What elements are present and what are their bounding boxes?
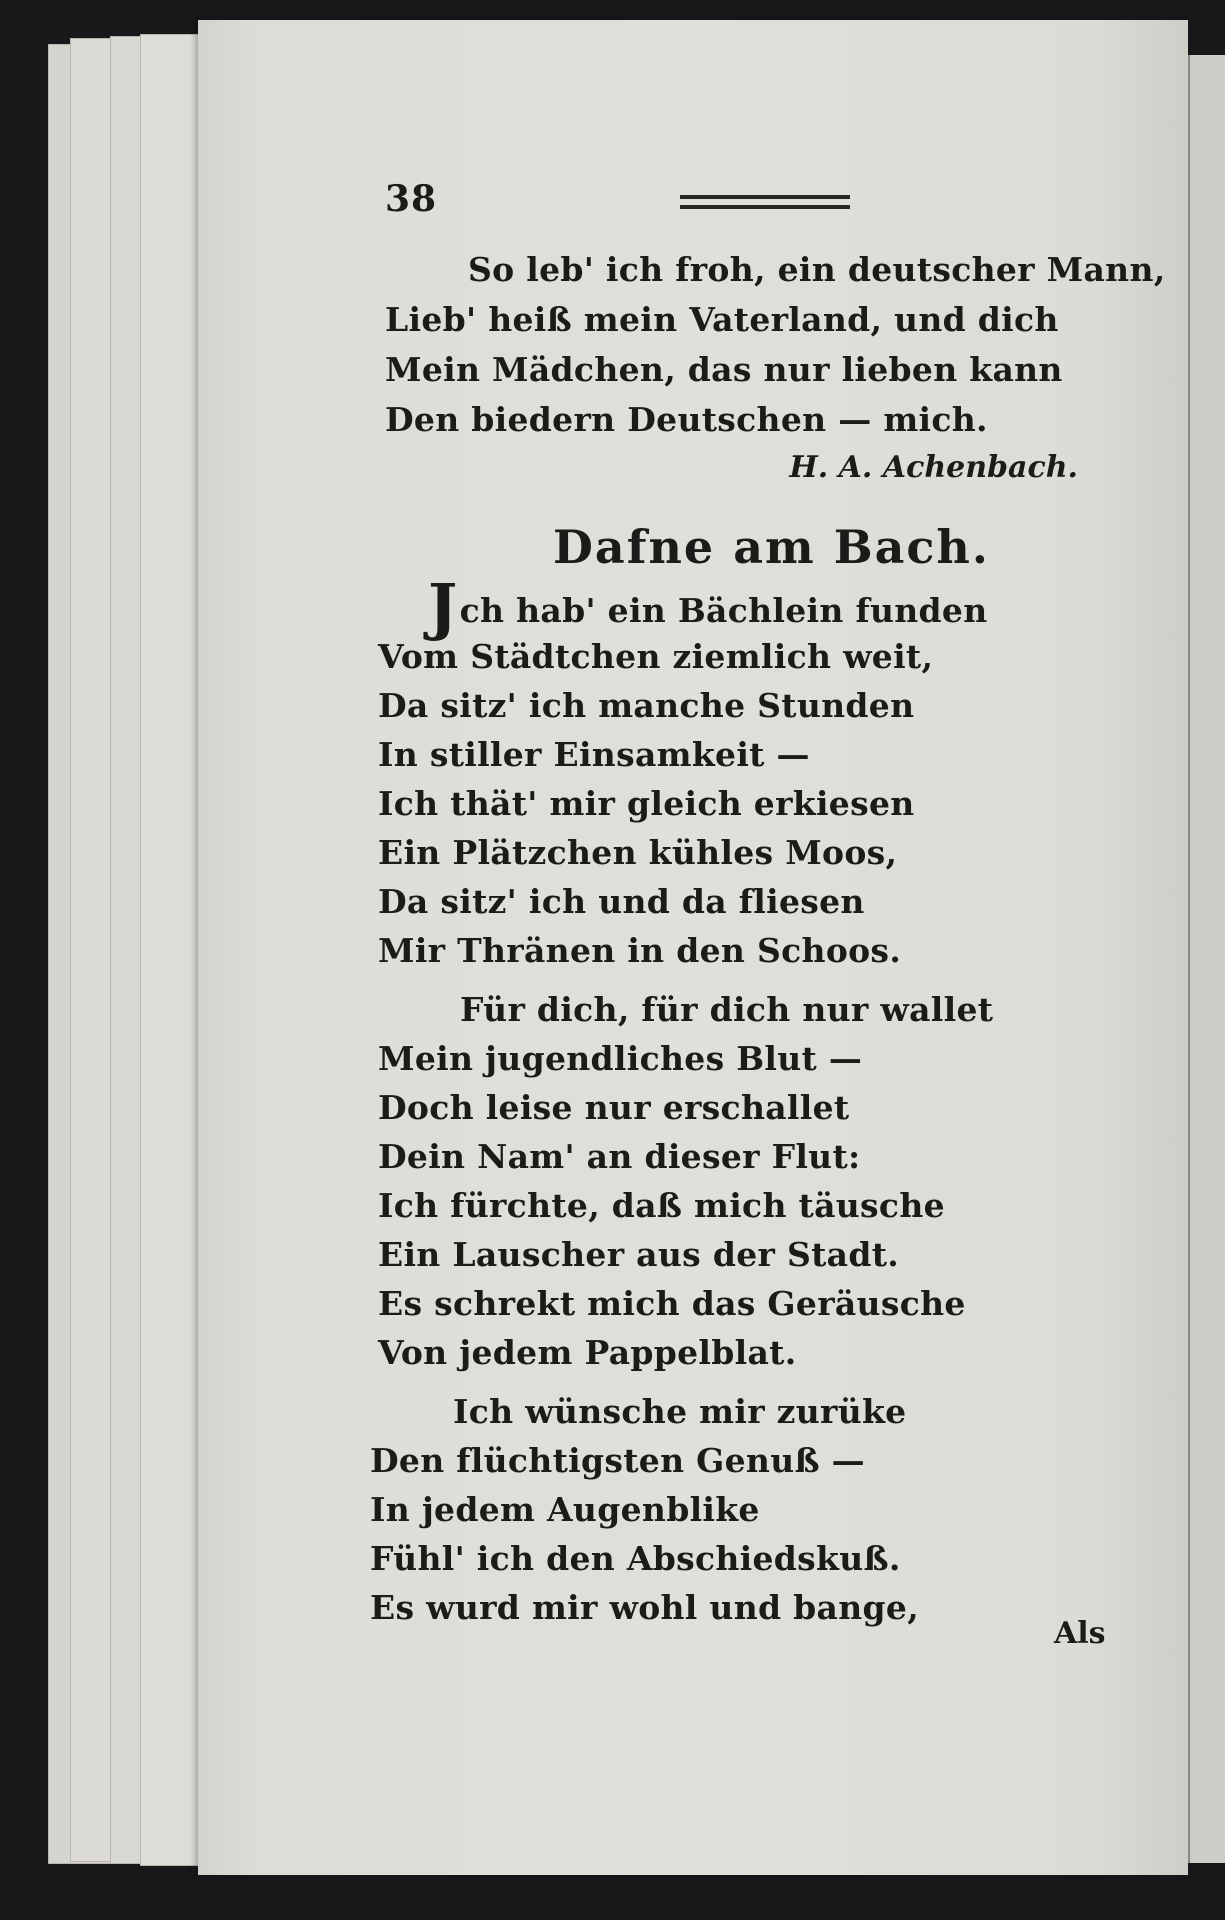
drop-cap: J [428,570,458,643]
verse-line: Ich fürchte, daß mich täusche [378,1186,945,1225]
verse-line: Mein jugendliches Blut — [378,1039,863,1078]
verse-line: Den flüchtigsten Genuß — [370,1441,865,1480]
verse-line: Da sitz' ich manche Stunden [378,686,915,725]
verse-line: Dein Nam' an dieser Flut: [378,1137,861,1176]
verse-line: Für dich, für dich nur wallet [460,990,994,1029]
verse-line: Den biedern Deutschen — mich. [385,400,988,439]
header-rule [680,195,850,199]
verse-line: Da sitz' ich und da fliesen [378,882,865,921]
verse-line: Fühl' ich den Abschiedskuß. [370,1539,901,1578]
verse-line-first [428,570,988,643]
verse-line: In jedem Augenblike [370,1490,760,1529]
verse-line: Es wurd mir wohl und bange, [370,1588,919,1627]
header-rule [680,205,850,209]
catchword: Als [1054,1616,1106,1651]
verse-line: Es schrekt mich das Geräusche [378,1284,966,1323]
verse-line: Lieb' heiß mein Vaterland, und dich [385,300,1059,339]
facing-page-edge [1188,55,1225,1863]
verse-line: Mir Thränen in den Schoos. [378,931,902,970]
verse-line: Ein Plätzchen kühles Moos, [378,833,898,872]
poem-title: Dafne am Bach. [553,520,990,574]
page-number: 38 [385,178,438,220]
verse-line: Ich thät' mir gleich erkiesen [378,784,915,823]
verse-line: Von jedem Pappelblat. [378,1333,797,1372]
book-page [198,20,1188,1875]
verse-line: So leb' ich froh, ein deutscher Mann, [468,250,1166,289]
verse-line: Doch leise nur erschallet [378,1088,850,1127]
verse-line: In stiller Einsamkeit — [378,735,810,774]
verse-line: Mein Mädchen, das nur lieben kann [385,350,1063,389]
verse-text: ch hab' ein Bächlein funden [459,591,988,630]
verse-line: Vom Städtchen ziemlich weit, [378,637,934,676]
verse-line: Ein Lauscher aus der Stadt. [378,1235,900,1274]
verse-line: Ich wünsche mir zurüke [453,1392,907,1431]
author-signature: H. A. Achenbach. [789,450,1078,485]
